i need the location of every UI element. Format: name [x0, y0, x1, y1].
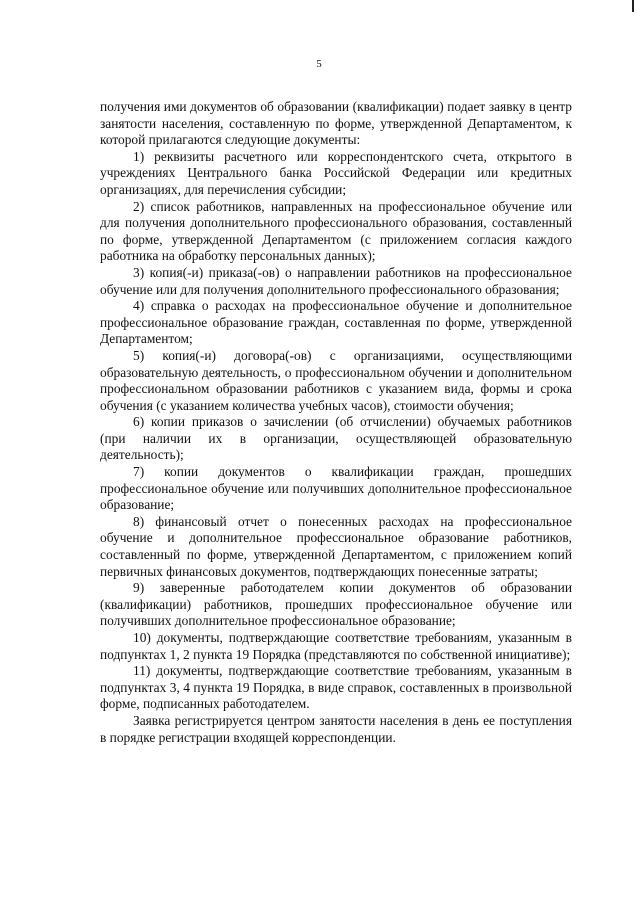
list-item-4: 4) справка о расходах на профессиональное обучение и дополнительное профессиональное образование граждан, составленная по форме, утвержденной Департаментом;: [100, 298, 572, 347]
list-item-11: 11) документы, подтверждающие соответствие требованиям, указанным в подпунктах 3, 4 пункта 19 Порядка, в виде справок, составленных в произвольной форме, подписанных работодателем.: [100, 663, 572, 712]
list-item-9: 9) заверенные работодателем копии документов об образовании (квалификации) работников, прошедших профессиональное обучение или получивших дополнительное профессиональное образование;: [100, 580, 572, 629]
list-item-2: 2) список работников, направленных на профессиональное обучение или для получения дополнительного профессионального образования, составленный по форме, утвержденной Департаментом (с приложением согласия каждого работника на обработку персональных данных);: [100, 198, 572, 264]
list-item-3: 3) копия(-и) приказа(-ов) о направлении работников на профессиональное обучение или для получения дополнительного профессионального образования;: [100, 264, 572, 297]
list-item-6: 6) копии приказов о зачислении (об отчислении) обучаемых работников (при наличии их в организации, осуществляющей образовательную деятельность);: [100, 414, 572, 463]
list-item-7: 7) копии документов о квалификации граждан, прошедших профессиональное обучение или получивших дополнительное профессиональное образование;: [100, 464, 572, 513]
paragraph-continuation: получения ими документов об образовании (квалификации) подает заявку в центр занятости населения, составленную по форме, утвержденной Департаментом, к которой прилагаются следующие документы:: [100, 99, 572, 148]
closing-paragraph: Заявка регистрируется центром занятости населения в день ее поступления в порядке регистрации входящей корреспонденции.: [100, 712, 572, 745]
list-item-1: 1) реквизиты расчетного или корреспондентского счета, открытого в учреждениях Центрального банка Российской Федерации или кредитных организациях, для перечисления субсидии;: [100, 148, 572, 197]
scan-edge-mark: [632, 0, 634, 12]
list-item-5: 5) копия(-и) договора(-ов) с организациями, осуществляющими образовательную деятельность, о профессиональном обучении и дополнительном профессиональном образовании работников с указанием вида, формы и срока обучения (с указанием количества учебных часов), стоимости обучения;: [100, 347, 572, 413]
document-body: [100, 99, 572, 746]
list-item-10: 10) документы, подтверждающие соответствие требованиям, указанным в подпунктах 1, 2 пункта 19 Порядка (представляются по собственной инициативе);: [100, 630, 572, 662]
list-item-8: 8) финансовый отчет о понесенных расходах на профессиональное обучение и дополнительное профессиональное образование работников, составленный по форме, утвержденной Департаментом, с приложением копий первичных финансовых документов, подтверждающих понесенные затраты;: [100, 513, 572, 579]
page-number: 5: [316, 58, 322, 70]
